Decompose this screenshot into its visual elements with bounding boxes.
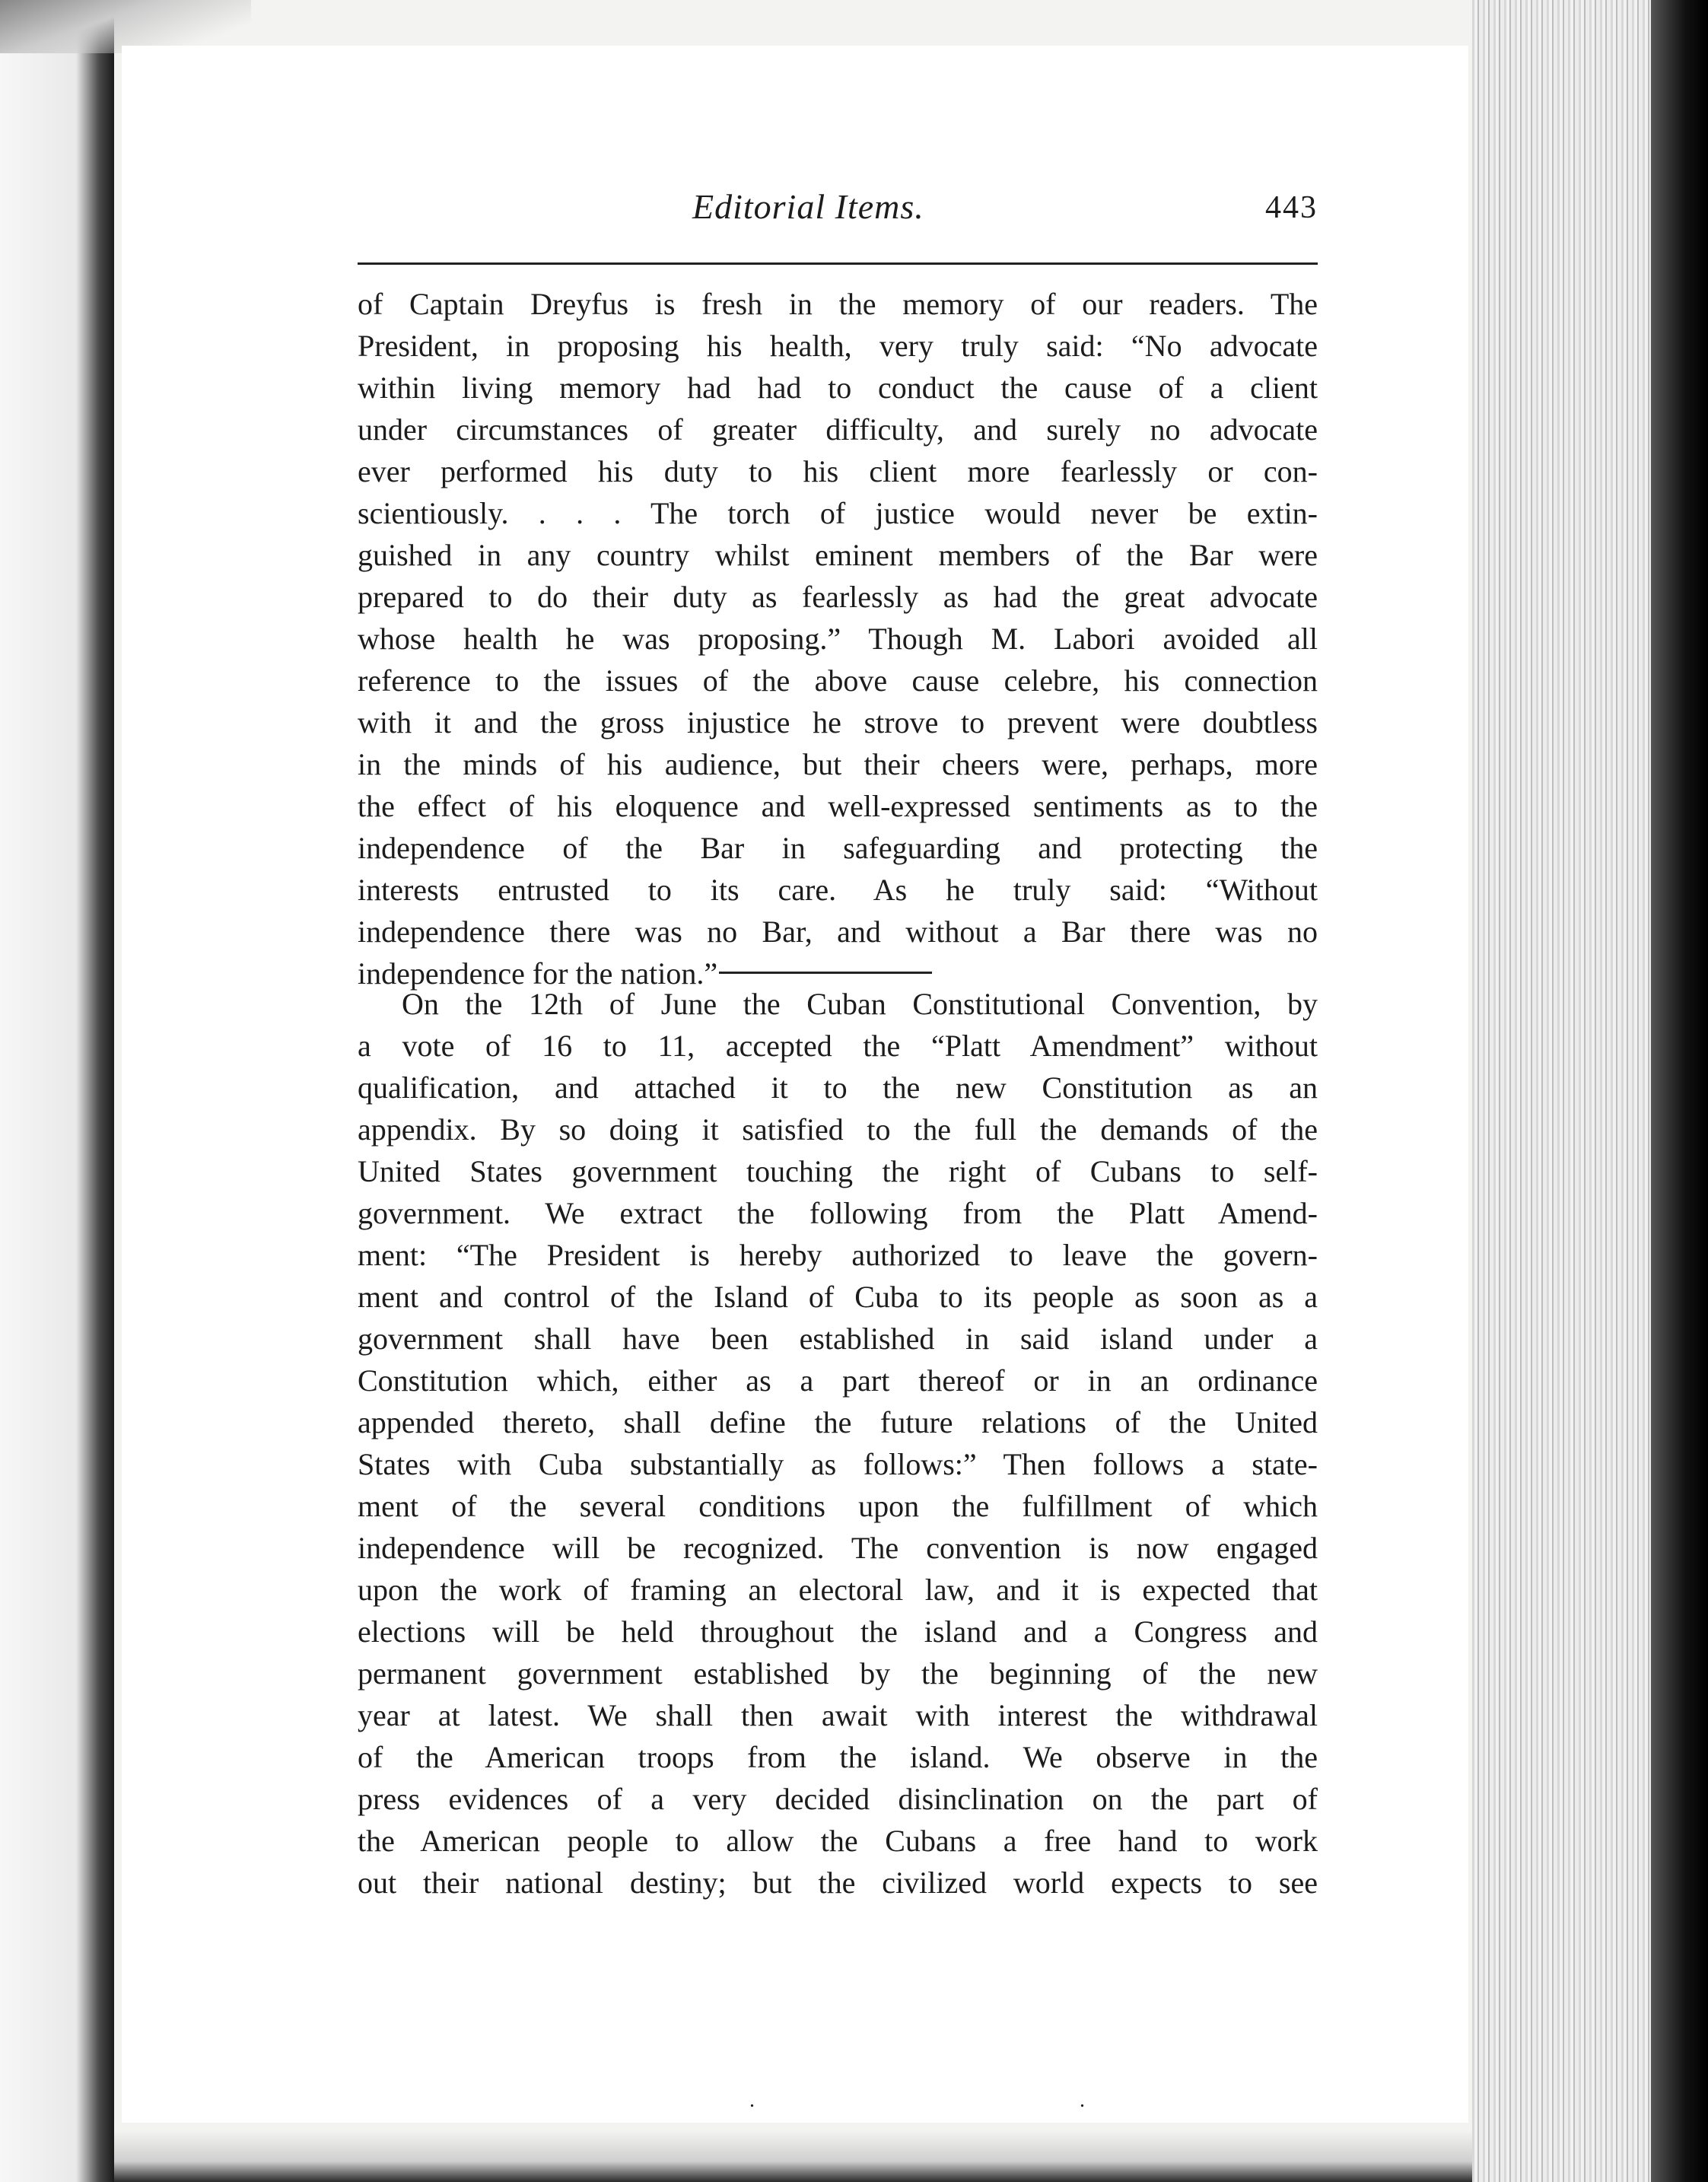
text-line: independence for the nation.” (358, 956, 718, 991)
text-line: qualification, and attached it to the new Constitution as an (358, 1070, 1318, 1105)
text-line: whose health he was proposing.” Though M. Labori avoided all (358, 622, 1318, 656)
text-line: ever performed his duty to his client more fearlessly or con- (358, 454, 1318, 488)
section-divider (719, 972, 932, 974)
text-line: upon the work of framing an electoral law, and it is expected that (358, 1573, 1318, 1607)
text-line: with it and the gross injustice he strove to prevent were doubtless (358, 705, 1318, 740)
text-line: President, in proposing his health, very truly said: “No advocate (358, 329, 1318, 363)
text-line: the effect of his eloquence and well-expressed sentiments as to the (358, 789, 1318, 823)
scan-right-shadow (1651, 0, 1708, 2182)
text-line: Constitution which, either as a part thereof or in an ordinance (358, 1363, 1318, 1398)
text-line: independence will be recognized. The convention is now engaged (358, 1531, 1318, 1565)
text-line: within living memory had had to conduct the cause of a client (358, 371, 1318, 405)
text-line: On the 12th of June the Cuban Constitutional Convention, by (402, 987, 1318, 1021)
text-line: of Captain Dreyfus is fresh in the memory of our readers. The (358, 287, 1318, 321)
scan-bottom-shadow (114, 2130, 1472, 2182)
scan-binding-edge (0, 0, 114, 2182)
text-line: prepared to do their duty as fearlessly as had the great advocate (358, 580, 1318, 614)
running-head (358, 186, 1318, 247)
text-line: in the minds of his audience, but their cheers were, perhaps, more (358, 747, 1318, 781)
paragraph-cuba (358, 983, 1318, 1904)
text-line: year at latest. We shall then await with interest the withdrawal (358, 1698, 1318, 1732)
text-line: the American people to allow the Cubans a free hand to work (358, 1824, 1318, 1858)
text-line: ment of the several conditions upon the fulfillment of which (358, 1489, 1318, 1523)
text-line: interests entrusted to its care. As he truly said: “Without (358, 873, 1318, 907)
text-line: government shall have been established in said island under a (358, 1322, 1318, 1356)
text-line: guished in any country whilst eminent members of the Bar were (358, 538, 1318, 572)
text-line: of the American troops from the island. We observe in the (358, 1740, 1318, 1774)
text-line: a vote of 16 to 11, accepted the “Platt Amendment” without (358, 1029, 1318, 1063)
text-line: appendix. By so doing it satisfied to the full the demands of the (358, 1112, 1318, 1147)
text-line: under circumstances of greater difficulty, and surely no advocate (358, 412, 1318, 447)
text-line: independence of the Bar in safeguarding and protecting the (358, 831, 1318, 865)
text-line: United States government touching the right of Cubans to self- (358, 1154, 1318, 1188)
running-title: Editorial Items. (692, 187, 924, 226)
text-line: ment and control of the Island of Cuba to its people as soon as a (358, 1280, 1318, 1314)
text-line: ment: “The President is hereby authorized to leave the govern- (358, 1238, 1318, 1272)
text-line: out their national destiny; but the civilized world expects to see (358, 1866, 1318, 1900)
text-line: States with Cuba substantially as follows:” Then follows a state- (358, 1447, 1318, 1481)
text-line: reference to the issues of the above cause celebre, his connection (358, 663, 1318, 698)
text-line: government. We extract the following from the Platt Amend- (358, 1196, 1318, 1230)
paragraph-dreyfus (358, 283, 1318, 994)
text-line: scientiously. . . . The torch of justice would never be extin- (358, 496, 1318, 530)
text-line: independence there was no Bar, and without a Bar there was no (358, 914, 1318, 949)
footer-marks: . . (749, 2088, 1245, 2112)
page-number: 443 (1265, 190, 1318, 225)
text-line: permanent government established by the beginning of the new (358, 1656, 1318, 1691)
text-line: appended thereto, shall define the future relations of the United (358, 1405, 1318, 1439)
text-line: elections will be held throughout the island and a Congress and (358, 1614, 1318, 1649)
text-line: press evidences of a very decided disinclination on the part of (358, 1782, 1318, 1816)
header-rule (358, 262, 1318, 265)
